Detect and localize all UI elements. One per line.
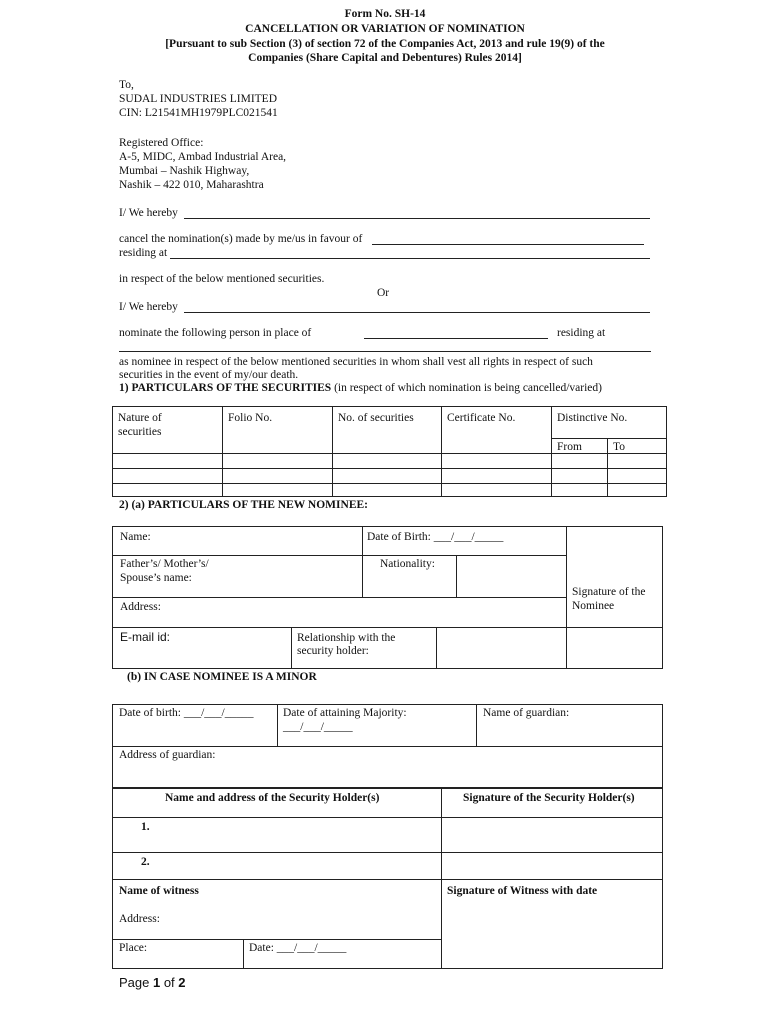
or-label: Or [377, 287, 390, 299]
nominee-email-label: E-mail id: [120, 630, 171, 644]
residing-at-field-1[interactable] [170, 258, 650, 259]
guardian-address-label: Address of guardian: [119, 749, 216, 761]
address-line3: Nashik – 422 010, Maharashtra [119, 179, 264, 191]
page-prefix: Page [119, 975, 153, 990]
nominee-name-label: Name: [120, 531, 151, 543]
we-hereby-label-2: I/ We hereby [119, 301, 178, 313]
witness-signature-label: Signature of Witness with date [447, 885, 598, 897]
col-certificate: Certificate No. [447, 412, 516, 424]
to-label: To, [119, 79, 134, 91]
col-distinctive: Distinctive No. [557, 412, 628, 424]
section2b-heading: (b) IN CASE NOMINEE IS A MINOR [127, 671, 317, 683]
nominee-address-label: Address: [120, 601, 161, 613]
witness-name-label: Name of witness [119, 885, 199, 897]
nominate-label: nominate the following person in place of [119, 327, 312, 339]
holder-row-1: 1. [141, 821, 150, 833]
nominee-relationship-label-2: security holder: [297, 645, 369, 657]
cancel-favour-field[interactable] [372, 244, 644, 245]
company-name: SUDAL INDUSTRIES LIMITED [119, 93, 278, 105]
nominee-nationality-label: Nationality: [380, 558, 435, 570]
residing-at-label-2: residing at [557, 327, 606, 339]
guardian-name-label: Name of guardian: [483, 707, 570, 719]
nominee-parent-label-1: Father’s/ Mother’s/ [120, 558, 209, 570]
section1-heading-bold: 1) PARTICULARS OF THE SECURITIES [119, 382, 332, 394]
col-num-securities: No. of securities [338, 412, 414, 424]
section2a-heading: 2) (a) PARTICULARS OF THE NEW NOMINEE: [119, 499, 368, 511]
nominate-in-place-field[interactable] [364, 338, 548, 339]
address-line2: Mumbai – Nashik Highway, [119, 165, 250, 177]
minor-majority-label-1: Date of attaining Majority: [283, 707, 407, 719]
date-label: Date: ___/___/_____ [249, 942, 347, 954]
holder-name-address-header: Name and address of the Security Holder(s) [165, 792, 380, 804]
form-subtitle-line1: [Pursuant to sub Section (3) of section 72 of the Companies Act, 2013 and rule 19(9) of the [165, 38, 605, 50]
residing-at-field-2[interactable] [119, 351, 651, 352]
section1-heading [119, 382, 602, 394]
we-hereby-field-1[interactable] [184, 218, 650, 219]
minor-dob-label: Date of birth: ___/___/_____ [119, 707, 254, 719]
minor-majority-label-2: ___/___/_____ [283, 721, 353, 733]
company-cin: CIN: L21541MH1979PLC021541 [119, 107, 278, 119]
form-subtitle-line2: Companies (Share Capital and Debentures) Rules 2014] [248, 52, 522, 64]
securities-entry-rows[interactable] [113, 454, 667, 496]
nominee-signature-label-2: Nominee [572, 600, 615, 612]
place-label: Place: [119, 942, 148, 954]
we-hereby-label-1: I/ We hereby [119, 207, 178, 219]
witness-address-label: Address: [119, 913, 160, 925]
page-number [119, 975, 186, 990]
residing-at-label-1: residing at [119, 247, 168, 259]
page-of: of [160, 975, 179, 990]
we-hereby-field-2[interactable] [184, 312, 650, 313]
nominee-signature-label-1: Signature of the [572, 586, 646, 598]
holder-row-2: 2. [141, 856, 150, 868]
section1-heading-rest: (in respect of which nomination is being cancelled/varied) [331, 382, 602, 394]
address-line1: A-5, MIDC, Ambad Industrial Area, [119, 151, 287, 163]
form-number: Form No. SH-14 [344, 8, 426, 20]
page-current: 1 [152, 975, 161, 990]
page-total: 2 [178, 975, 186, 990]
holder-signature-header: Signature of the Security Holder(s) [463, 792, 635, 804]
nominee-relationship-label-1: Relationship with the [297, 632, 396, 644]
nominee-parent-label-2: Spouse’s name: [120, 572, 192, 584]
registered-office-label: Registered Office: [119, 137, 204, 149]
col-to: To [613, 441, 625, 453]
form-title: CANCELLATION OR VARIATION OF NOMINATION [245, 23, 525, 35]
in-respect-text: in respect of the below mentioned securities. [119, 273, 325, 285]
as-nominee-text-2: securities in the event of my/our death. [119, 369, 299, 381]
cancel-nomination-label: cancel the nomination(s) made by me/us in favour of [119, 233, 363, 245]
col-folio: Folio No. [228, 412, 273, 424]
col-from: From [557, 441, 582, 453]
col-nature-line2: securities [118, 426, 162, 438]
nominee-dob-label: Date of Birth: ___/___/_____ [367, 531, 504, 543]
as-nominee-text-1: as nominee in respect of the below mentioned securities in whom shall vest all rights in respect of such [119, 356, 593, 368]
col-nature-line1: Nature of [118, 412, 162, 424]
